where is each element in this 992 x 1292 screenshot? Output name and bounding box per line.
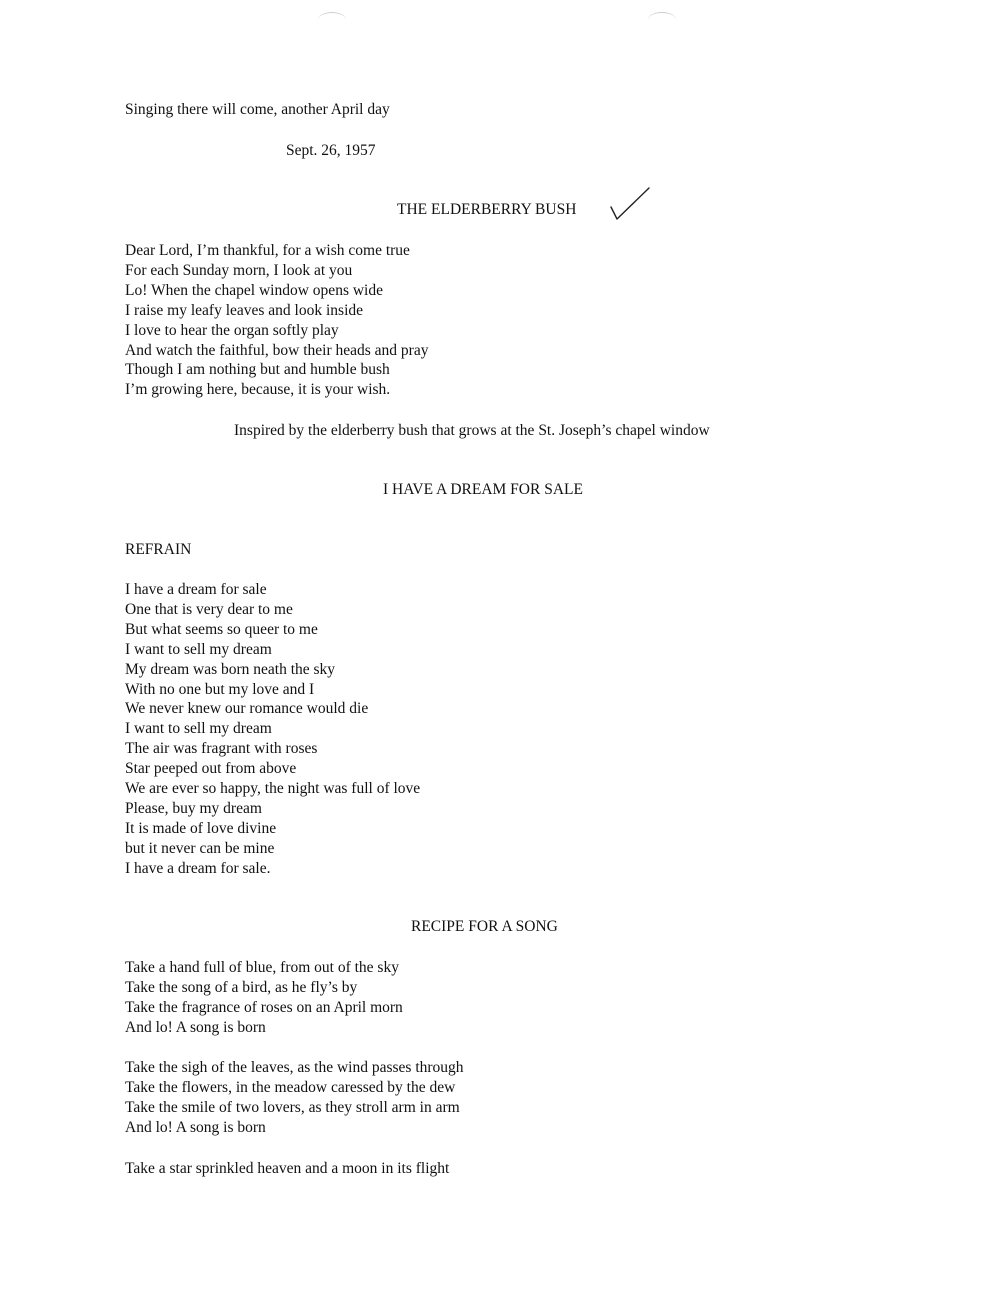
poem-line: It is made of love divine xyxy=(125,819,277,837)
poem3-stanza-3 xyxy=(125,1159,449,1179)
poem-line: Take the song of a bird, as he fly’s by xyxy=(125,978,358,996)
poem1-body xyxy=(125,241,428,400)
poem-line: For each Sunday morn, I look at you xyxy=(125,261,353,279)
poem-line: With no one but my love and I xyxy=(125,680,315,698)
poem-line: I have a dream for sale. xyxy=(125,859,271,877)
poem-line: Take the smile of two lovers, as they stroll arm in arm xyxy=(125,1098,460,1116)
poem-line: Though I am nothing but and humble bush xyxy=(125,361,390,379)
poem-line: but it never can be mine xyxy=(125,839,275,857)
poem3-stanza-2 xyxy=(125,1058,464,1138)
poem-line: Take the fragrance of roses on an April morn xyxy=(125,998,403,1016)
scan-mark xyxy=(648,12,676,27)
header-line: Singing there will come, another April day xyxy=(125,101,390,118)
poem-line: I have a dream for sale xyxy=(125,581,267,598)
poem-line: One that is very dear to me xyxy=(125,600,293,618)
poem1-note: Inspired by the elderberry bush that grows at the St. Joseph’s chapel window xyxy=(234,422,710,439)
poem-line: Take a star sprinkled heaven and a moon in its flight xyxy=(125,1160,450,1177)
poem-line: The air was fragrant with roses xyxy=(125,740,318,758)
poem-line: I want to sell my dream xyxy=(125,640,272,658)
poem3-stanza-1 xyxy=(125,958,403,1038)
checkmark-icon xyxy=(608,186,652,224)
poem-line: And lo! A song is born xyxy=(125,1118,266,1136)
poem-line: We never knew our romance would die xyxy=(125,700,369,718)
poem-line: I’m growing here, because, it is your wish. xyxy=(125,381,391,399)
poem2-title: I HAVE A DREAM FOR SALE xyxy=(383,481,583,498)
poem3-title: RECIPE FOR A SONG xyxy=(411,918,558,935)
poem-line: Take the sigh of the leaves, as the wind passes through xyxy=(125,1059,464,1076)
poem-line: But what seems so queer to me xyxy=(125,620,318,638)
poem-line: My dream was born neath the sky xyxy=(125,660,336,678)
scan-mark xyxy=(318,12,346,27)
date-line: Sept. 26, 1957 xyxy=(286,142,376,159)
poem-line: Take a hand full of blue, from out of the sky xyxy=(125,959,399,976)
poem2-body xyxy=(125,580,420,879)
poem-line: Dear Lord, I’m thankful, for a wish come true xyxy=(125,242,410,259)
poem-line: And lo! A song is born xyxy=(125,1018,266,1036)
poem-line: Lo! When the chapel window opens wide xyxy=(125,281,383,299)
poem1-title: THE ELDERBERRY BUSH xyxy=(397,201,577,218)
refrain-label: REFRAIN xyxy=(125,541,192,558)
poem-line: Please, buy my dream xyxy=(125,799,262,817)
poem-line: I raise my leafy leaves and look inside xyxy=(125,301,364,319)
poem-line: Take the flowers, in the meadow caressed by the dew xyxy=(125,1078,456,1096)
poem-line: We are ever so happy, the night was full of love xyxy=(125,780,421,798)
poem-line: I want to sell my dream xyxy=(125,720,272,738)
poem-line: I love to hear the organ softly play xyxy=(125,321,339,339)
poem-line: Star peeped out from above xyxy=(125,760,297,778)
poem-line: And watch the faithful, bow their heads and pray xyxy=(125,341,429,359)
